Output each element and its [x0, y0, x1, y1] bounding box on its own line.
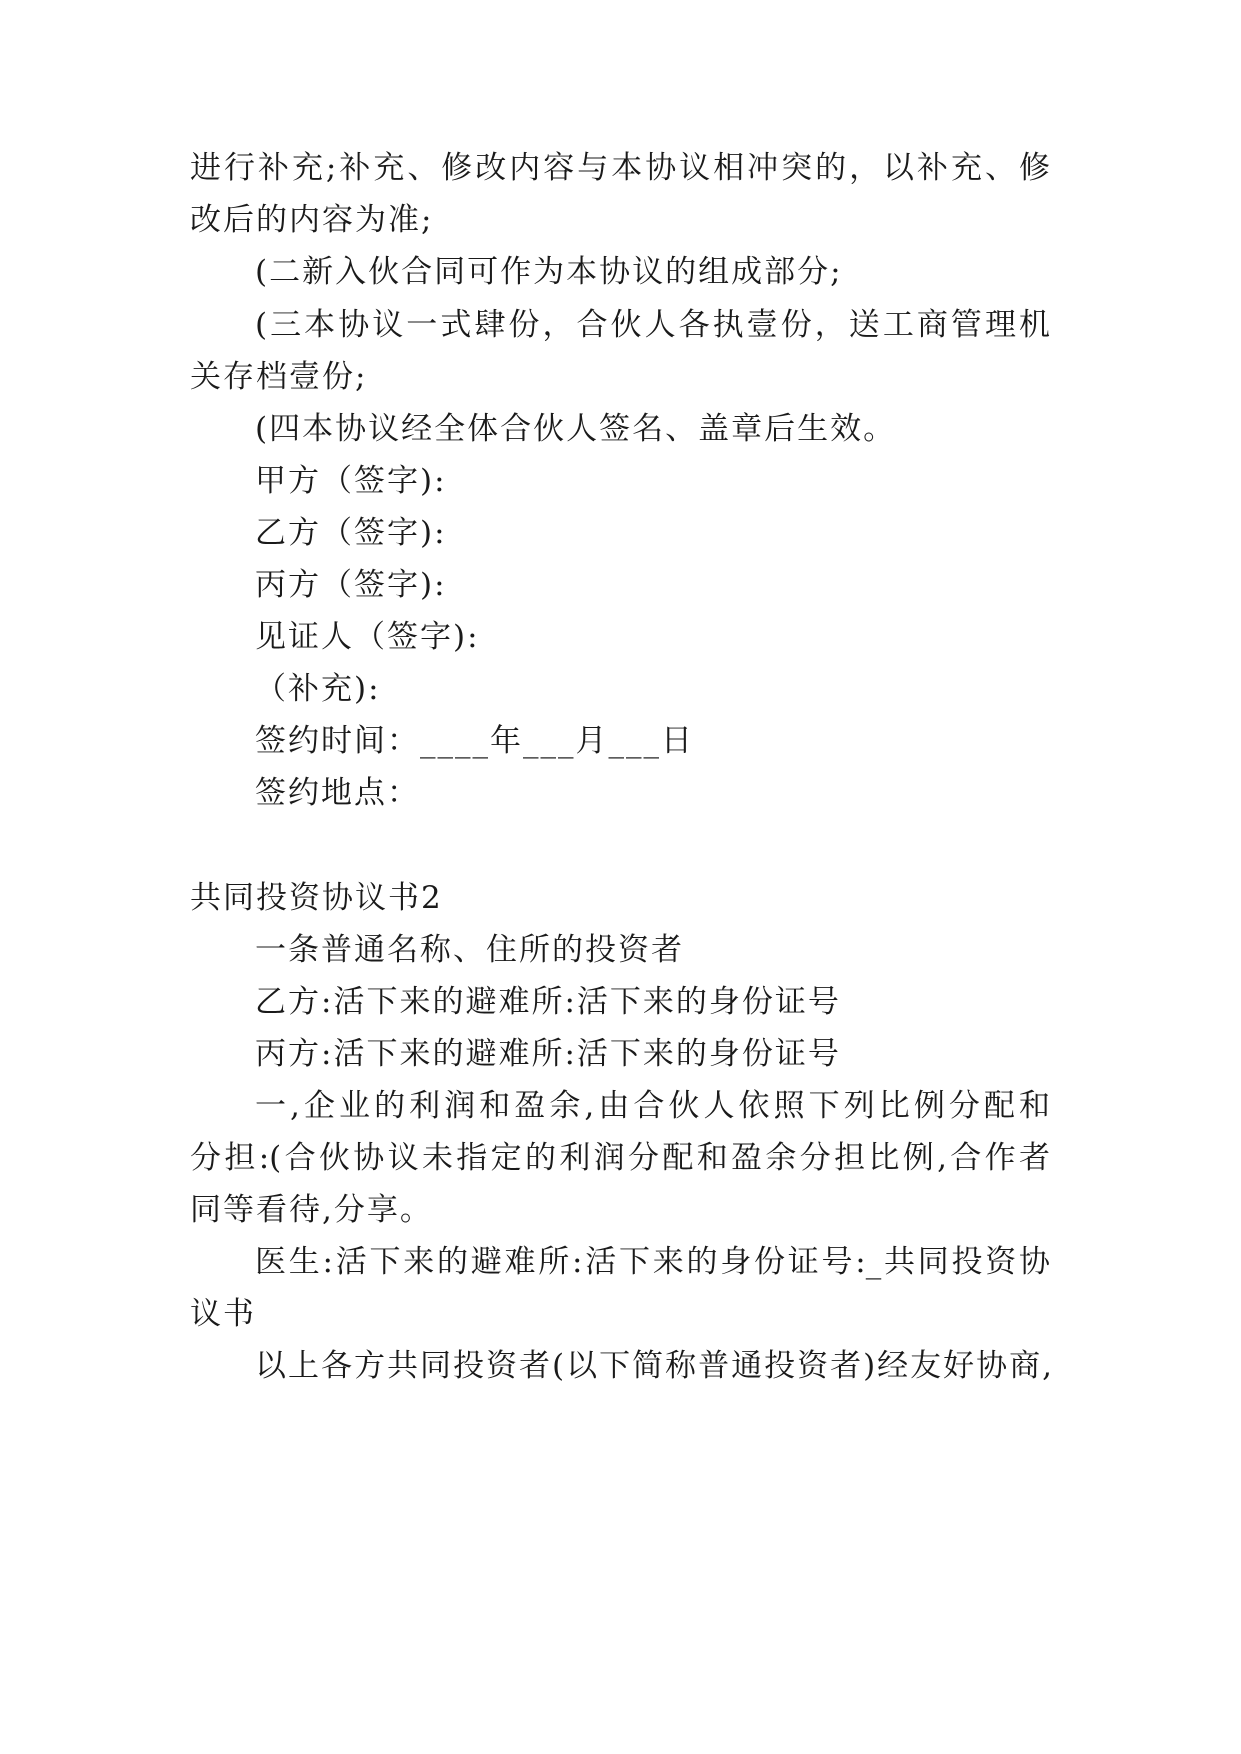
clause-four: (四本协议经全体合伙人签名、盖章后生效。: [255, 411, 897, 447]
witness-signature: 见证人（签字):: [255, 619, 480, 655]
party-c-signature: 丙方（签字):: [255, 567, 447, 603]
party-b-signature: 乙方（签字):: [255, 515, 447, 551]
party-b-info: 乙方:活下来的避难所:活下来的身份证号: [255, 984, 841, 1020]
doctor-info-line-1: 医生:活下来的避难所:活下来的身份证号:_共同投资协: [255, 1244, 1050, 1280]
profit-clause-line-2: 分担:(合伙协议未指定的利润分配和盈余分担比例,合作者: [190, 1140, 1050, 1176]
text-line-continuation: 进行补充;补充、修改内容与本协议相冲突的，以补充、修: [190, 150, 1050, 186]
profit-clause-line-1: 一,企业的利润和盈余,由合伙人依照下列比例分配和: [255, 1088, 1050, 1124]
clause-two: (二新入伙合同可作为本协议的组成部分;: [255, 254, 843, 290]
investor-clause: 一条普通名称、住所的投资者: [255, 932, 684, 968]
section-title: 共同投资协议书2: [190, 880, 443, 916]
text-line-continuation-end: 改后的内容为准;: [190, 202, 434, 238]
clause-three-end: 关存档壹份;: [190, 359, 368, 395]
signing-place: 签约地点：: [255, 775, 420, 811]
profit-clause-line-3: 同等看待,分享。: [190, 1192, 433, 1228]
supplement-label: （补充):: [255, 671, 381, 707]
clause-three: (三本协议一式肆份，合伙人各执壹份，送工商管理机: [255, 307, 1050, 343]
signing-date: 签约时间：____年___月___日: [255, 723, 694, 759]
party-a-signature: 甲方（签字):: [255, 463, 447, 499]
doctor-info-line-2: 议书: [190, 1296, 256, 1332]
preamble-line: 以上各方共同投资者(以下简称普通投资者)经友好协商,: [255, 1348, 1055, 1384]
party-c-info: 丙方:活下来的避难所:活下来的身份证号: [255, 1036, 841, 1072]
